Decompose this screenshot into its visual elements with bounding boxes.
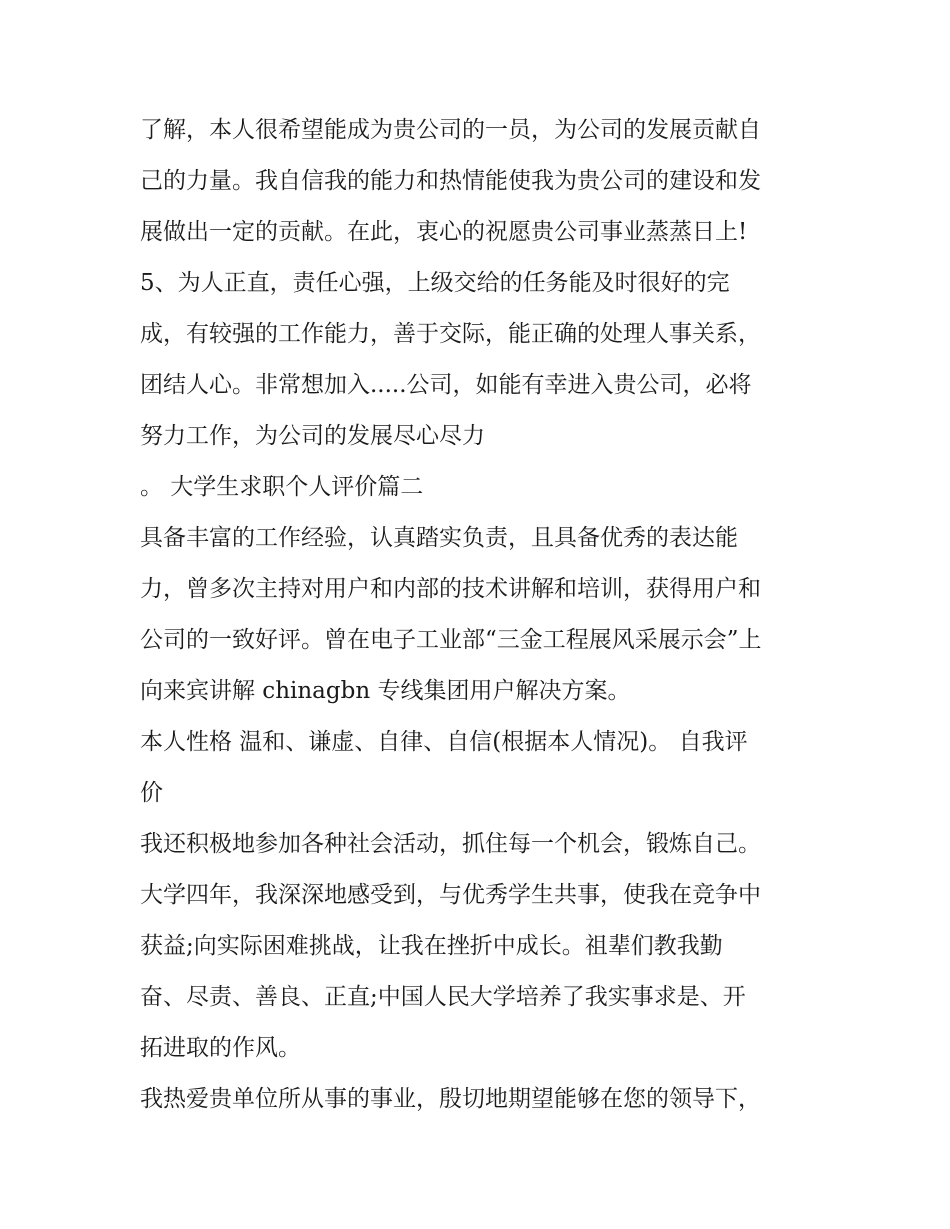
text-line: 本人性格 温和、谦虚、自律、自信(根据本人情况)。 自我评 <box>140 729 748 755</box>
text-line: 大学四年，我深深地感受到，与优秀学生共事，使我在竞争中 <box>140 882 761 908</box>
text-line: 展做出一定的贡献。在此，衷心的祝愿贵公司事业蒸蒸日上! <box>140 219 748 245</box>
section-heading: 。 大学生求职个人评价篇二 <box>140 474 424 500</box>
text-line: 拓进取的作风。 <box>140 1035 301 1061</box>
text-line: 团结人心。非常想加入.....公司，如能有幸进入贵公司，必将 <box>140 372 752 398</box>
text-line: 价 <box>140 780 163 806</box>
text-line: 己的力量。我自信我的能力和热情能使我为贵公司的建设和发 <box>140 168 761 194</box>
text-line: 我还积极地参加各种社会活动，抓住每一个机会，锻炼自己。 <box>140 831 761 857</box>
text-line: 公司的一致好评。曾在电子工业部“三金工程展风采展示会”上 <box>140 627 762 653</box>
text-line: 我热爱贵单位所从事的事业，殷切地期望能够在您的领导下， <box>140 1086 761 1112</box>
text-line: 力，曾多次主持对用户和内部的技术讲解和培训，获得用户和 <box>140 576 761 602</box>
text-line: 向来宾讲解 chinagbn 专线集团用户解决方案。 <box>140 678 631 704</box>
text-line: 具备丰富的工作经验，认真踏实负责，且具备优秀的表达能 <box>140 525 738 551</box>
text-line: 获益;向实际困难挑战，让我在挫折中成长。祖辈们教我勤 <box>140 933 723 959</box>
text-line: 奋、尽责、善良、正直;中国人民大学培养了我实事求是、开 <box>140 984 746 1010</box>
text-line: 成，有较强的工作能力，善于交际，能正确的处理人事关系， <box>140 321 761 347</box>
text-line: 5、为人正直，责任心强，上级交给的任务能及时很好的完 <box>140 270 730 296</box>
text-line: 了解，本人很希望能成为贵公司的一员，为公司的发展贡献自 <box>140 117 761 143</box>
text-line: 努力工作，为公司的发展尽心尽力 <box>140 423 485 449</box>
